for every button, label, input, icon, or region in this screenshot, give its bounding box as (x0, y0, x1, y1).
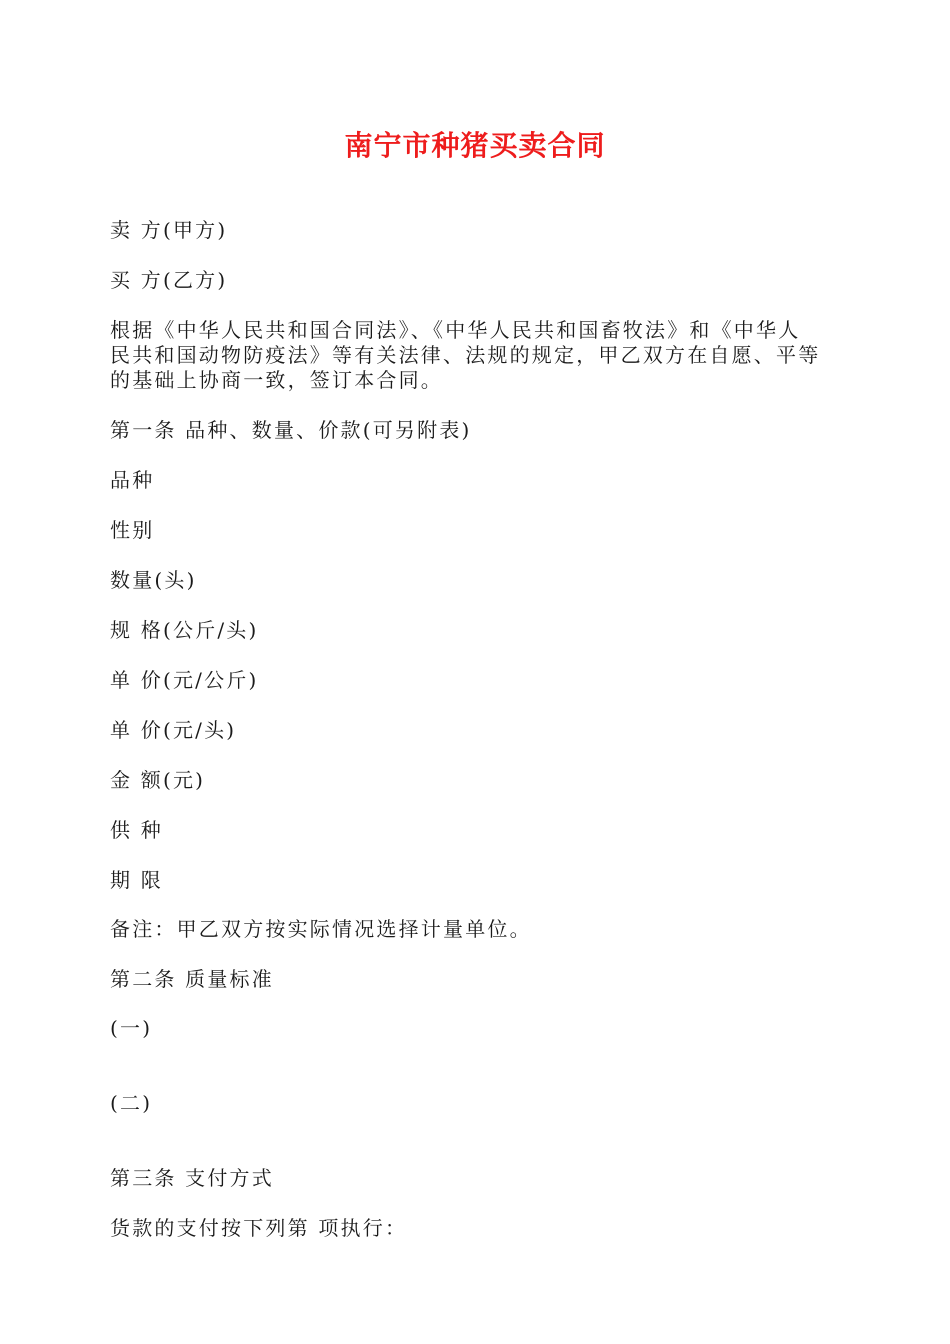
field-amount: 金 额(元) (110, 768, 206, 792)
field-specification: 规 格(公斤/头) (110, 618, 259, 642)
preamble-paragraph (110, 318, 840, 393)
seller-line: 卖 方(甲方) (110, 218, 228, 242)
field-quantity: 数量(头) (110, 568, 197, 592)
preamble-line-2: 民共和国动物防疫法》等有关法律、法规的规定，甲乙双方在自愿、平等 (110, 343, 821, 367)
preamble-line-1: 根据《中华人民共和国合同法》、《中华人民共和国畜牧法》和《中华人 (110, 318, 801, 342)
field-supply: 供 种 (110, 818, 163, 842)
buyer-line: 买 方(乙方) (110, 268, 228, 292)
field-unit-price-kg: 单 价(元/公斤) (110, 668, 259, 692)
field-unit-price-head: 单 价(元/头) (110, 718, 237, 742)
article-3-text: 货款的支付按下列第 项执行： (110, 1216, 408, 1240)
article-2-item-2: (二) (110, 1091, 153, 1115)
preamble-line-3: 的基础上协商一致，签订本合同。 (110, 368, 443, 392)
article-2-heading: 第二条 质量标准 (110, 967, 274, 991)
article-2-item-1: (一) (110, 1016, 153, 1040)
field-period: 期 限 (110, 868, 163, 892)
article-3-heading: 第三条 支付方式 (110, 1166, 274, 1190)
field-sex: 性别 (110, 518, 155, 542)
field-variety: 品种 (110, 468, 155, 492)
note-line: 备注：甲乙双方按实际情况选择计量单位。 (110, 917, 532, 941)
article-1-heading: 第一条 品种、数量、价款(可另附表) (110, 418, 472, 442)
document-title: 南宁市种猪买卖合同 (344, 129, 606, 162)
